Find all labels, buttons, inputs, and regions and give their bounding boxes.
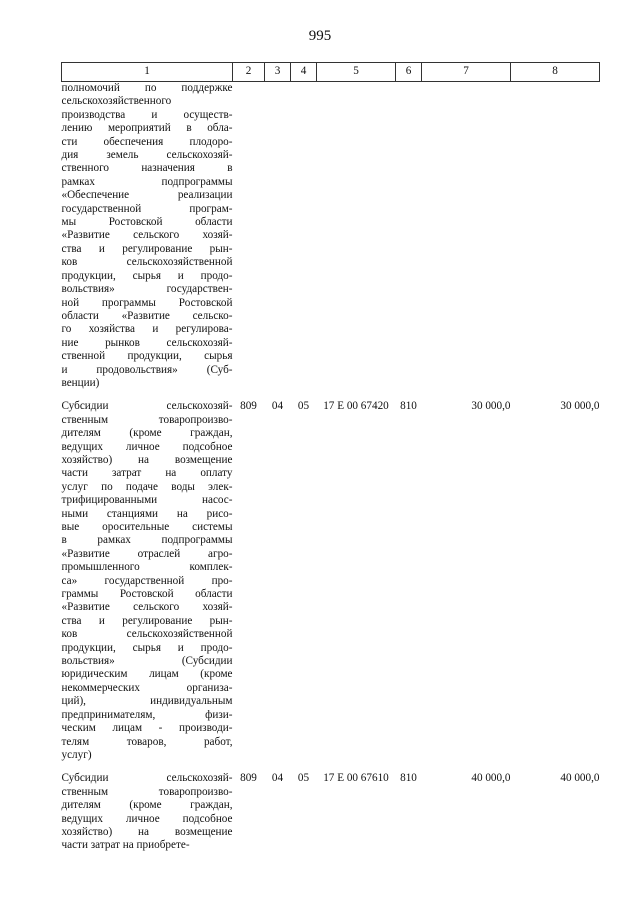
table-row xyxy=(62,400,600,772)
budget-table xyxy=(61,62,600,863)
description-line: «Обеспечение реализации xyxy=(61,189,233,202)
cell-amount-year-2: 30 000,0 xyxy=(560,400,600,413)
description-line: дия земель сельскохозяй- xyxy=(61,149,233,162)
table-row xyxy=(62,82,600,401)
cell-target-article: 17 Е 00 67610 xyxy=(323,772,389,785)
description-line: части затрат на оплату xyxy=(61,467,233,480)
cell-amount-year-1: 30 000,0 xyxy=(471,400,511,413)
col-header-3: 3 xyxy=(265,63,291,82)
description-line: вольствия» государствен- xyxy=(61,283,233,296)
description-line: дителям (кроме граждан, xyxy=(61,427,233,440)
description-line: вые оросительные системы xyxy=(61,521,233,533)
description-line: «Развитие сельского хозяй- xyxy=(61,601,233,614)
description-line: вольствия» (Субсидии xyxy=(61,655,233,668)
cell-subsection-code xyxy=(291,82,317,401)
cell-section-code: 04 xyxy=(271,772,284,785)
description-line: ственной продукции, сырья xyxy=(61,350,233,363)
description-line: лению мероприятий в обла- xyxy=(61,122,233,135)
cell-expense-type: 810 xyxy=(400,400,417,413)
cell-ministry-code: 809 xyxy=(240,400,257,413)
description-line: ведущих личное подсобное xyxy=(61,812,233,825)
description-line: дителям (кроме граждан, xyxy=(61,799,233,812)
cell-expense-type: 810 xyxy=(400,772,417,785)
cell-amount-year-1: 40 000,0 xyxy=(471,772,511,785)
cell-subsection-code: 05 xyxy=(297,772,310,785)
description-line: услуг) xyxy=(61,748,92,761)
description-line: части затрат на приобрете- xyxy=(61,839,190,852)
row-description xyxy=(62,400,233,772)
cell-subsection-code: 05 xyxy=(297,400,310,413)
description-line: Субсидии сельскохозяй- xyxy=(61,772,233,785)
description-line: юридическим лицам (кроме xyxy=(61,668,233,681)
col-header-1: 1 xyxy=(62,63,233,82)
description-line: хозяйство) на возмещение xyxy=(61,825,233,838)
description-line: и продовольствия» (Суб- xyxy=(61,363,233,376)
description-line: ными станциями на рисо- xyxy=(61,507,233,520)
table-row xyxy=(62,772,600,862)
description-line: предпринимателям, физи- xyxy=(61,708,233,721)
description-line: ной программы Ростовской xyxy=(61,296,233,309)
description-line: ков сельскохозяйственной xyxy=(61,628,233,641)
cell-target-article xyxy=(317,82,396,401)
description-line: телям товаров, работ, xyxy=(61,735,233,748)
description-line: трифицированными насос- xyxy=(61,494,233,507)
col-header-7: 7 xyxy=(422,63,511,82)
header-row xyxy=(62,63,600,82)
description-line: рамках подпрограммы xyxy=(61,175,233,188)
description-line: ства и регулирование рын- xyxy=(61,242,233,255)
cell-amount-year-1 xyxy=(422,82,511,401)
col-header-6: 6 xyxy=(396,63,422,82)
cell-amount-year-2 xyxy=(511,82,600,401)
description-line: сельскохозяйственного xyxy=(61,95,172,108)
description-line: услуг по подаче воды элек- xyxy=(61,480,233,493)
cell-target-article: 17 Е 00 67420 xyxy=(323,400,389,413)
page-number: 995 xyxy=(308,28,332,44)
description-line: ственным товаропроизво- xyxy=(61,785,233,798)
description-line: «Развитие сельского хозяй- xyxy=(61,229,233,242)
description-line: ков сельскохозяйственной xyxy=(61,256,233,269)
description-line: государственной програм- xyxy=(61,202,233,215)
description-line: полномочий по поддержке xyxy=(61,82,233,94)
col-header-4: 4 xyxy=(291,63,317,82)
description-line: сти обеспечения плодоро- xyxy=(61,135,233,148)
row-description xyxy=(62,772,233,862)
description-line: са» государственной про- xyxy=(61,574,233,587)
cell-section-code: 04 xyxy=(271,400,284,413)
cell-section-code xyxy=(265,82,291,401)
cell-amount-year-2: 40 000,0 xyxy=(560,772,600,785)
col-header-5: 5 xyxy=(317,63,396,82)
description-line: граммы Ростовской области xyxy=(61,588,233,601)
description-line: Субсидии сельскохозяй- xyxy=(61,400,233,413)
description-line: венции) xyxy=(61,376,100,389)
description-line: продукции, сырья и продо- xyxy=(61,641,233,654)
row-description xyxy=(62,82,233,401)
description-line: в рамках подпрограммы xyxy=(61,534,233,547)
description-line: ства и регулирование рын- xyxy=(61,614,233,627)
description-line: ственного назначения в xyxy=(61,162,233,175)
description-line: хозяйство) на возмещение xyxy=(61,453,233,466)
description-line: мы Ростовской области xyxy=(61,216,233,229)
col-header-2: 2 xyxy=(233,63,265,82)
description-line: продукции, сырья и продо- xyxy=(61,269,233,282)
cell-expense-type xyxy=(396,82,422,401)
description-line: го хозяйства и регулирова- xyxy=(61,323,233,336)
description-line: ведущих личное подсобное xyxy=(61,440,233,453)
description-line: ций), индивидуальным xyxy=(61,695,233,708)
description-line: некоммерческих организа- xyxy=(61,681,233,694)
description-line: производства и осуществ- xyxy=(61,108,233,121)
cell-ministry-code: 809 xyxy=(240,772,257,785)
table-body xyxy=(62,82,600,863)
cell-ministry-code xyxy=(233,82,265,401)
description-line: промышленного комплек- xyxy=(61,561,233,574)
description-line: ственным товаропроизво- xyxy=(61,413,233,426)
description-line: «Развитие отраслей агро- xyxy=(61,547,233,560)
col-header-8: 8 xyxy=(511,63,600,82)
description-line: области «Развитие сельско- xyxy=(61,309,233,322)
description-line: ческим лицам - производи- xyxy=(61,722,233,735)
description-line: ние рынков сельскохозяй- xyxy=(61,336,233,349)
